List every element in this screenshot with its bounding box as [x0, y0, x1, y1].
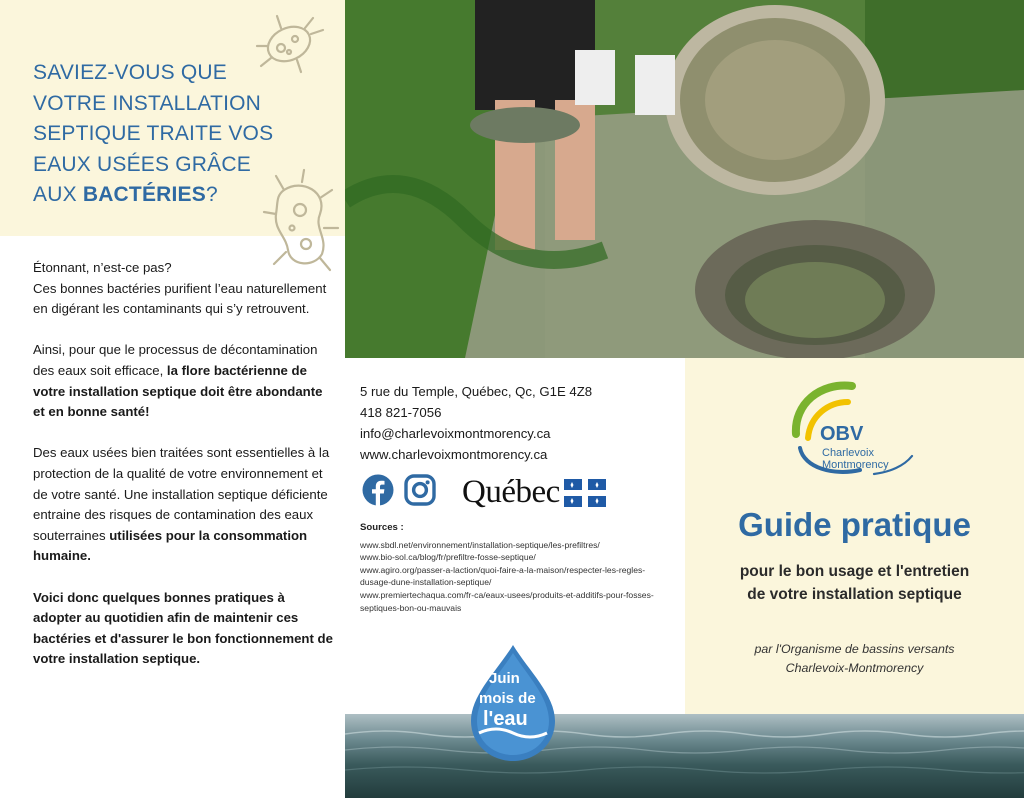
headline — [33, 58, 293, 211]
obv-name-1: Charlevoix — [822, 447, 874, 459]
quebec-logo — [462, 474, 606, 511]
photo-illustration — [345, 0, 1024, 358]
paragraph-2-text: Ainsi, pour que le processus de décontamination des eaux soit efficace, — [33, 342, 318, 378]
guide-title: Guide pratique — [738, 506, 971, 543]
paragraph-3 — [33, 443, 333, 567]
paragraph-1 — [33, 258, 333, 320]
social-links — [362, 474, 436, 506]
mois-de-leau-logo — [463, 643, 563, 763]
paragraph-1-text: Ces bonnes bactéries purifient l’eau naturellement en digérant les contaminants qui s’y retrouvent. — [33, 280, 327, 317]
sources-title: Sources : — [360, 522, 404, 533]
paragraph-3-bold: utilisées pour la consommation humaine. — [33, 527, 308, 564]
obv-acronym: OBV — [820, 423, 864, 445]
paragraph-4: Voici donc quelques bonnes pratiques à adopter au quotidien afin de maintenir ces bactéries et d'assurer le bon fonctionnement de votre installation septique. — [33, 589, 333, 667]
address: 5 rue du Temple, Québec, Qc, G1E 4Z8 — [360, 384, 593, 399]
source-link[interactable]: www.premiertechaqua.com/fr-ca/eaux-usees/produits-et-additifs-pour-fosses-septiques-bon-ou-mauvais — [360, 589, 654, 613]
guide-subtitle — [685, 560, 1024, 606]
guide-author-line2: Charlevoix-Montmorency — [785, 661, 924, 675]
water-ripples — [345, 714, 1024, 798]
paragraph-1-line1: Étonnant, n’est-ce pas? — [33, 260, 172, 275]
logo-line3: l'eau — [483, 708, 528, 730]
instagram-icon[interactable] — [404, 474, 436, 506]
source-link[interactable]: www.bio-sol.ca/blog/fr/prefiltre-fosse-septique/ — [360, 552, 536, 563]
quebec-flag-icon — [564, 479, 606, 507]
guide-author-line1: par l'Organisme de bassins versants — [754, 642, 955, 656]
phone[interactable]: 418 821-7056 — [360, 405, 442, 420]
logo-line2: mois de — [479, 690, 536, 707]
left-column — [0, 0, 345, 798]
headline-text: SAVIEZ-VOUS QUE VOTRE INSTALLATION SEPTIQUE TRAITE VOS EAUX USÉES GRÂCE AUX — [33, 61, 274, 206]
guide-subtitle-line1: pour le bon usage et l'entretien — [739, 563, 970, 580]
paragraph-2-bold: la flore bactérienne de votre installation septique doit être abondante et en bonne santé! — [33, 362, 323, 420]
guide-author — [685, 640, 1024, 678]
sources — [360, 522, 672, 614]
headline-bold: BACTÉRIES — [82, 183, 206, 206]
septic-tank-photo — [345, 0, 1024, 358]
obv-name-2: Montmorency — [822, 459, 889, 471]
source-link[interactable]: www.agiro.org/passer-a-laction/quoi-faire-a-la-maison/respecter-les-regles-dusage-dune-installation-septique/ — [360, 564, 646, 588]
headline-punctuation: ? — [205, 183, 218, 206]
obv-logo — [790, 378, 920, 478]
source-link[interactable]: www.sbdl.net/environnement/installation-septique/les-prefiltres/ — [360, 539, 600, 550]
facebook-icon[interactable] — [362, 474, 394, 506]
logo-line1: Juin — [489, 670, 520, 687]
paragraph-2 — [33, 340, 333, 422]
paragraph-3-text: Des eaux usées bien traitées sont essentielles à la protection de la qualité de votre environnement et de votre santé. Une installation septique déficiente entraine des risques de contamination des eaux souterraines — [33, 445, 330, 543]
website-link[interactable]: www.charlevoixmontmorency.ca — [360, 447, 548, 462]
quebec-wordmark: Québec — [462, 474, 560, 510]
bacteria-icon — [253, 6, 331, 76]
contact-info — [360, 381, 592, 465]
guide-subtitle-line2: de votre installation septique — [747, 586, 962, 603]
email[interactable]: info@charlevoixmontmorency.ca — [360, 426, 551, 441]
water-photo — [345, 714, 1024, 798]
intro-text — [33, 258, 333, 690]
